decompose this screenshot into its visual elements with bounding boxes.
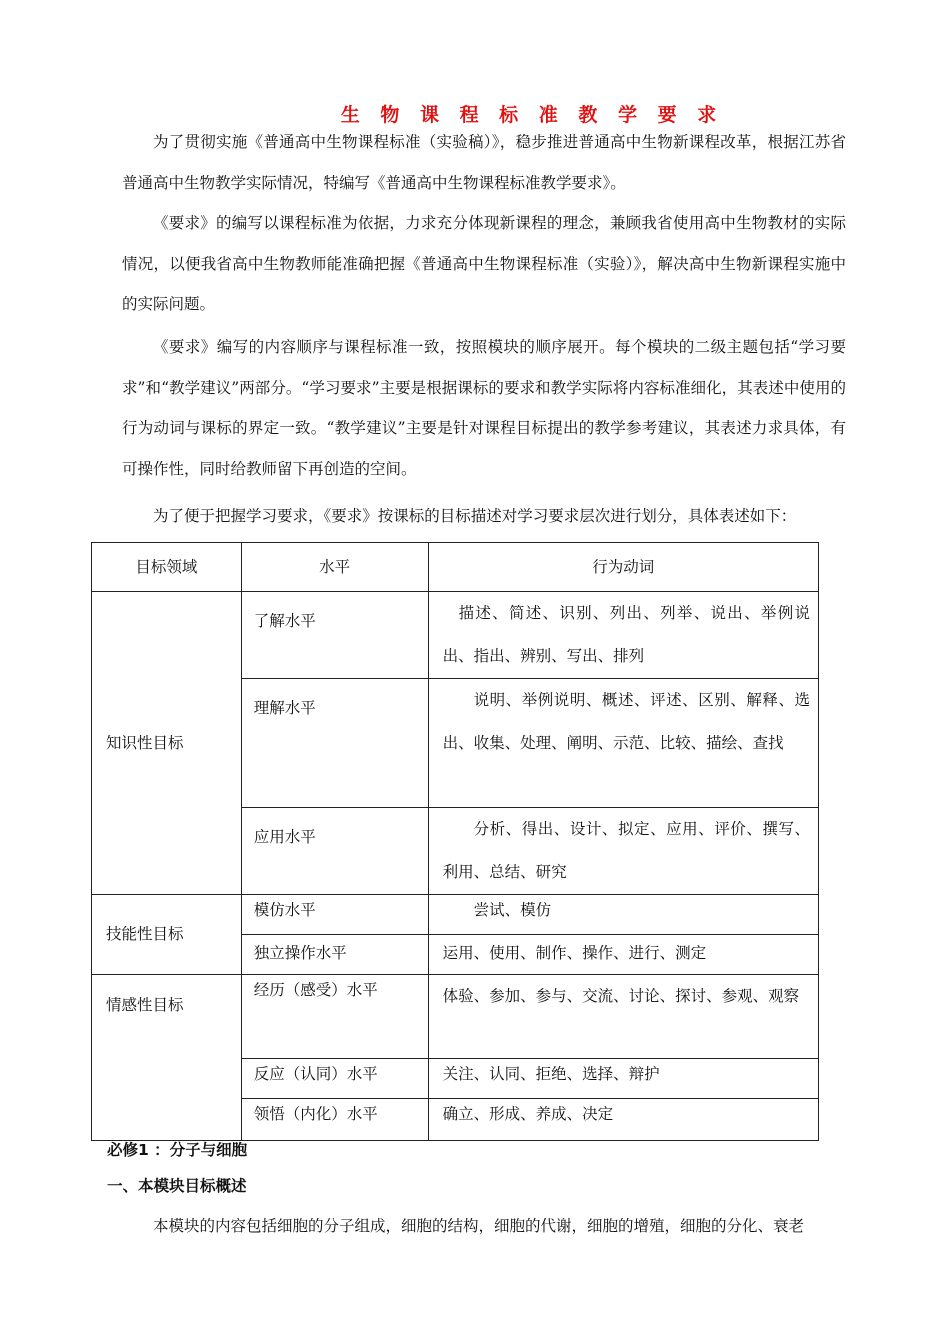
intro-paragraph-1: 为了贯彻实施《普通高中生物课程标准（实验稿）》，稳步推进普通高中生物新课程改革，根据江苏省普通高中生物教学实际情况，特编写《普通高中生物课程标准教学要求》。 (122, 133, 846, 192)
domain-knowledge: 知识性目标 (92, 592, 242, 895)
verbs-cell: 确立、形成、养成、决定 (428, 1099, 818, 1141)
table-row (92, 895, 819, 935)
header-verbs: 行为动词 (428, 543, 818, 592)
intro-paragraph-4: 为了便于把握学习要求，《要求》按课标的目标描述对学习要求层次进行划分，具体表述如下： (153, 507, 797, 525)
table-row (92, 592, 819, 679)
intro-paragraph-2: 《要求》的编写以课程标准为依据，力求充分体现新课程的理念，兼顾我省使用高中生物教材的实际情况，以便我省高中生物教师能准确把握《普通高中生物课程标准（实验）》，解决高中生物新课程实施中的实际问题。 (122, 214, 846, 313)
header-domain: 目标领域 (92, 543, 242, 592)
level-cell: 独立操作水平 (241, 935, 428, 975)
section-paragraph: 本模块的内容包括细胞的分子组成，细胞的结构，细胞的代谢，细胞的增殖，细胞的分化、衰老 (153, 1217, 805, 1235)
level-cell: 模仿水平 (241, 895, 428, 935)
level-cell: 领悟（内化）水平 (241, 1099, 428, 1141)
verbs-cell: 关注、认同、拒绝、选择、辩护 (428, 1059, 818, 1099)
domain-skill: 技能性目标 (92, 895, 242, 975)
level-cell: 反应（认同）水平 (241, 1059, 428, 1099)
level-cell: 了解水平 (241, 592, 428, 679)
document-title: 生 物 课 程 标 准 教 学 要 求 (340, 104, 724, 126)
table-row (92, 975, 819, 1059)
section-heading: 一、本模块目标概述 (107, 1177, 247, 1195)
objective-levels-table (91, 542, 819, 1141)
intro-paragraph-3: 《要求》编写的内容顺序与课程标准一致，按照模块的顺序展开。每个模块的二级主题包括“学习要求”和“教学建议”两部分。“学习要求”主要是根据课标的要求和教学实际将内容标准细化，其表述中使用的行为动词与课标的界定一致。“教学建议”主要是针对课程目标提出的教学参考建议，其表述力求具体，有可操作性，同时给教师留下再创造的空间。 (122, 338, 846, 478)
verbs-cell: 描述、简述、识别、列出、列举、说出、举例说出、指出、辨别、写出、排列 (428, 592, 818, 679)
module-heading: 必修1 ：分子与细胞 (107, 1141, 248, 1159)
verbs-cell: 尝试、模仿 (428, 895, 818, 935)
verbs-cell: 分析、得出、设计、拟定、应用、评价、撰写、利用、总结、研究 (428, 808, 818, 895)
table-header-row (92, 543, 819, 592)
verbs-cell: 运用、使用、制作、操作、进行、测定 (428, 935, 818, 975)
level-cell: 理解水平 (241, 679, 428, 808)
level-cell: 经历（感受）水平 (241, 975, 428, 1059)
domain-affective: 情感性目标 (92, 975, 242, 1141)
verbs-cell: 体验、参加、参与、交流、讨论、探讨、参观、观察 (428, 975, 818, 1059)
level-cell: 应用水平 (241, 808, 428, 895)
verbs-cell: 说明、举例说明、概述、评述、区别、解释、选出、收集、处理、阐明、示范、比较、描绘、查找 (428, 679, 818, 808)
header-level: 水平 (241, 543, 428, 592)
